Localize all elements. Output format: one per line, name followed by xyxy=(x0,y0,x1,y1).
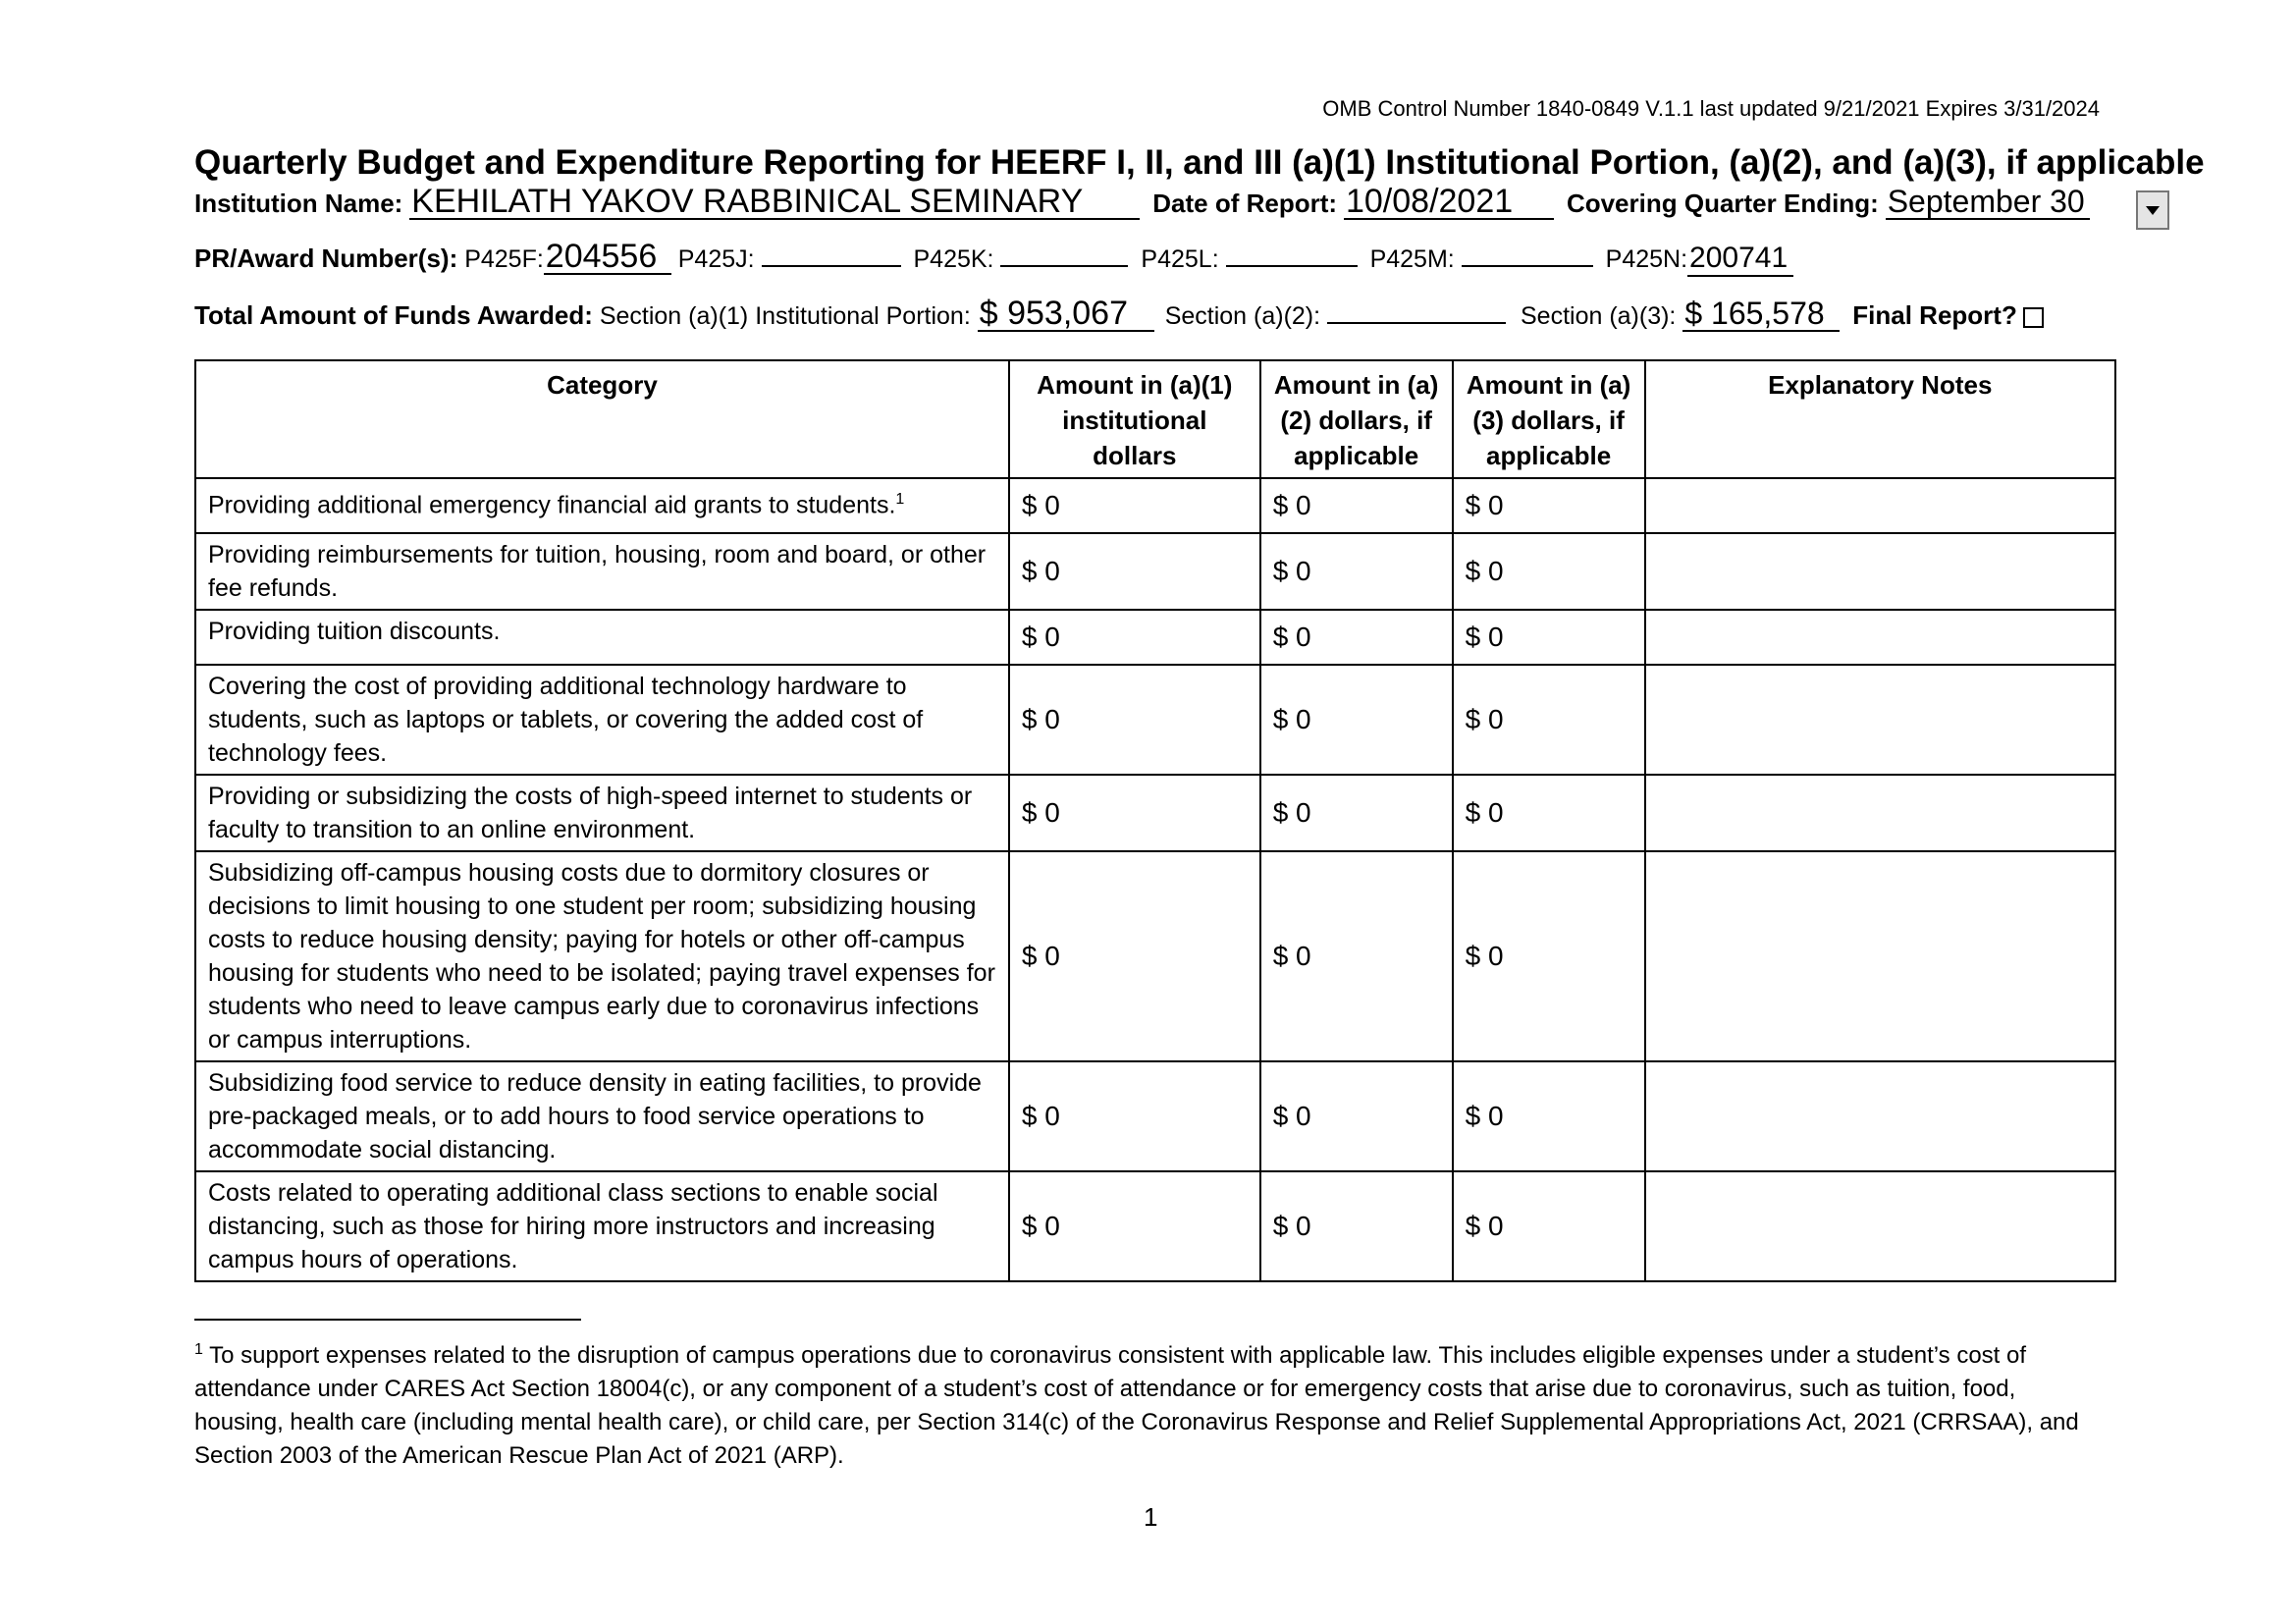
notes-cell[interactable] xyxy=(1645,1061,2115,1171)
institution-row xyxy=(194,185,2090,220)
form-title: Quarterly Budget and Expenditure Reporting for HEERF I, II, and III (a)(1) Institutional Portion, (a)(2), and (a)(3), if applicable xyxy=(194,143,2205,182)
notes-cell[interactable] xyxy=(1645,851,2115,1061)
quarter-label: Covering Quarter Ending: xyxy=(1566,189,1879,218)
a1-amount-cell[interactable]: $ 0 xyxy=(1009,1171,1260,1281)
a2-amount-cell[interactable]: $ 0 xyxy=(1260,478,1453,533)
quarter-ending-field[interactable]: September 30 xyxy=(1886,185,2090,220)
total-funds-row xyxy=(194,297,2044,332)
category-cell xyxy=(195,1061,1009,1171)
total-funds-label: Total Amount of Funds Awarded: xyxy=(194,300,593,330)
a1-amount-cell[interactable]: $ 0 xyxy=(1009,610,1260,665)
footnote-divider xyxy=(194,1319,581,1321)
table-row xyxy=(195,610,2115,665)
table-row xyxy=(195,665,2115,775)
notes-cell[interactable] xyxy=(1645,533,2115,610)
p425j-label: P425J: xyxy=(677,245,755,273)
category-cell xyxy=(195,851,1009,1061)
a2-amount-cell[interactable]: $ 0 xyxy=(1260,775,1453,851)
a3-total-field[interactable]: $ 165,578 xyxy=(1682,297,1840,332)
a3-amount-cell[interactable]: $ 0 xyxy=(1453,775,1645,851)
award-label: PR/Award Number(s): xyxy=(194,243,458,273)
final-report-checkbox[interactable] xyxy=(2023,307,2044,328)
category-cell xyxy=(195,775,1009,851)
p425n-field[interactable]: 200741 xyxy=(1687,242,1793,277)
institution-label: Institution Name: xyxy=(194,189,403,218)
footnote-ref: 1 xyxy=(895,491,905,508)
p425f-field[interactable]: 204556 xyxy=(544,240,671,275)
a1-amount-cell[interactable]: $ 0 xyxy=(1009,665,1260,775)
expenditure-table xyxy=(194,359,2116,1282)
footnote-text: To support expenses related to the disruption of campus operations due to coronavirus consistent with applicable law. This includes eligible expenses under a student’s cost of attendance under CARES Act Section 18004(c), or any component of a student’s cost of attendance or for emergency costs that arise due to coronavirus, such as tuition, food, housing, health care (including mental health care), or child care, per Section 314(c) of the Coronavirus Response and Relief Supplemental Appropriations Act, 2021 (CRRSAA), and Section 2003 of the American Rescue Plan Act of 2021 (ARP). xyxy=(194,1342,2079,1469)
page-number: 1 xyxy=(1144,1502,1158,1532)
a3-amount-cell[interactable]: $ 0 xyxy=(1453,1061,1645,1171)
category-text: Providing reimbursements for tuition, housing, room and board, or other fee refunds. xyxy=(208,541,987,602)
a2-amount-cell[interactable]: $ 0 xyxy=(1260,665,1453,775)
omb-control-number: OMB Control Number 1840-0849 V.1.1 last updated 9/21/2021 Expires 3/31/2024 xyxy=(1322,96,2100,121)
notes-cell[interactable] xyxy=(1645,1171,2115,1281)
p425k-field[interactable] xyxy=(1000,265,1128,267)
table-row xyxy=(195,1171,2115,1281)
category-cell xyxy=(195,478,1009,533)
a1-portion-label: Section (a)(1) Institutional Portion: xyxy=(599,302,971,330)
a1-total-field[interactable]: $ 953,067 xyxy=(978,297,1154,332)
a1-amount-cell[interactable]: $ 0 xyxy=(1009,533,1260,610)
table-row xyxy=(195,775,2115,851)
table-row xyxy=(195,533,2115,610)
a3-amount-cell[interactable]: $ 0 xyxy=(1453,533,1645,610)
a2-amount-cell[interactable]: $ 0 xyxy=(1260,1171,1453,1281)
a3-section-label: Section (a)(3): xyxy=(1520,302,1677,330)
category-text: Costs related to operating additional class sections to enable social distancing, such as those for hiring more instructors and increasing campus hours of operations. xyxy=(208,1179,938,1273)
category-cell xyxy=(195,533,1009,610)
a3-amount-cell[interactable]: $ 0 xyxy=(1453,665,1645,775)
footnote-marker: 1 xyxy=(194,1341,203,1358)
category-text: Subsidizing food service to reduce density in eating facilities, to provide pre-packaged meals, or to add hours to food service operations to accommodate social distancing. xyxy=(208,1069,982,1163)
category-text: Providing or subsidizing the costs of high-speed internet to students or faculty to transition to an online environment. xyxy=(208,783,973,843)
p425j-field[interactable] xyxy=(762,265,901,267)
table-row xyxy=(195,478,2115,533)
category-cell xyxy=(195,665,1009,775)
final-report-label: Final Report? xyxy=(1852,300,2017,330)
award-numbers-row xyxy=(194,240,1793,277)
notes-cell[interactable] xyxy=(1645,610,2115,665)
a2-section-label: Section (a)(2): xyxy=(1164,302,1321,330)
p425m-label: P425M: xyxy=(1369,245,1455,273)
a1-amount-cell[interactable]: $ 0 xyxy=(1009,1061,1260,1171)
a1-amount-cell[interactable]: $ 0 xyxy=(1009,851,1260,1061)
footnote xyxy=(194,1333,2109,1473)
notes-cell[interactable] xyxy=(1645,478,2115,533)
table-row xyxy=(195,1061,2115,1171)
a2-total-field[interactable] xyxy=(1327,322,1506,324)
date-label: Date of Report: xyxy=(1152,189,1338,218)
a3-amount-cell[interactable]: $ 0 xyxy=(1453,851,1645,1061)
a1-amount-cell[interactable]: $ 0 xyxy=(1009,775,1260,851)
p425l-field[interactable] xyxy=(1226,265,1358,267)
header-category: Category xyxy=(195,360,1009,478)
header-a3-amount: Amount in (a)(3) dollars, if applicable xyxy=(1453,360,1645,478)
a2-amount-cell[interactable]: $ 0 xyxy=(1260,1061,1453,1171)
table-row xyxy=(195,851,2115,1061)
category-text: Covering the cost of providing additional technology hardware to students, such as laptops or tablets, or covering the added cost of technology fees. xyxy=(208,673,924,767)
category-cell xyxy=(195,1171,1009,1281)
date-of-report-field[interactable]: 10/08/2021 xyxy=(1344,185,1554,220)
header-a1-amount: Amount in (a)(1) institutional dollars xyxy=(1009,360,1260,478)
quarter-dropdown-icon[interactable] xyxy=(2136,190,2169,230)
a3-amount-cell[interactable]: $ 0 xyxy=(1453,610,1645,665)
a2-amount-cell[interactable]: $ 0 xyxy=(1260,610,1453,665)
category-text: Providing tuition discounts. xyxy=(208,618,501,645)
notes-cell[interactable] xyxy=(1645,775,2115,851)
institution-name-field[interactable]: KEHILATH YAKOV RABBINICAL SEMINARY xyxy=(409,185,1140,220)
table-header-row xyxy=(195,360,2115,478)
a3-amount-cell[interactable]: $ 0 xyxy=(1453,1171,1645,1281)
a2-amount-cell[interactable]: $ 0 xyxy=(1260,533,1453,610)
p425f-label: P425F: xyxy=(464,245,544,273)
p425m-field[interactable] xyxy=(1462,265,1593,267)
category-text: Providing additional emergency financial aid grants to students. xyxy=(208,491,896,519)
p425k-label: P425K: xyxy=(913,245,994,273)
a2-amount-cell[interactable]: $ 0 xyxy=(1260,851,1453,1061)
p425n-label: P425N: xyxy=(1605,245,1688,273)
category-cell xyxy=(195,610,1009,665)
notes-cell[interactable] xyxy=(1645,665,2115,775)
p425l-label: P425L: xyxy=(1141,245,1219,273)
a1-amount-cell[interactable]: $ 0 xyxy=(1009,478,1260,533)
header-notes: Explanatory Notes xyxy=(1645,360,2115,478)
header-a2-amount: Amount in (a)(2) dollars, if applicable xyxy=(1260,360,1453,478)
category-text: Subsidizing off-campus housing costs due to dormitory closures or decisions to limit housing to one student per room; subsidizing housing costs to reduce housing density; paying for hotels or other off-campus housing for students who need to be isolated; paying travel expenses for students who need to leave campus early due to coronavirus infections or campus interruptions. xyxy=(208,859,995,1054)
a3-amount-cell[interactable]: $ 0 xyxy=(1453,478,1645,533)
